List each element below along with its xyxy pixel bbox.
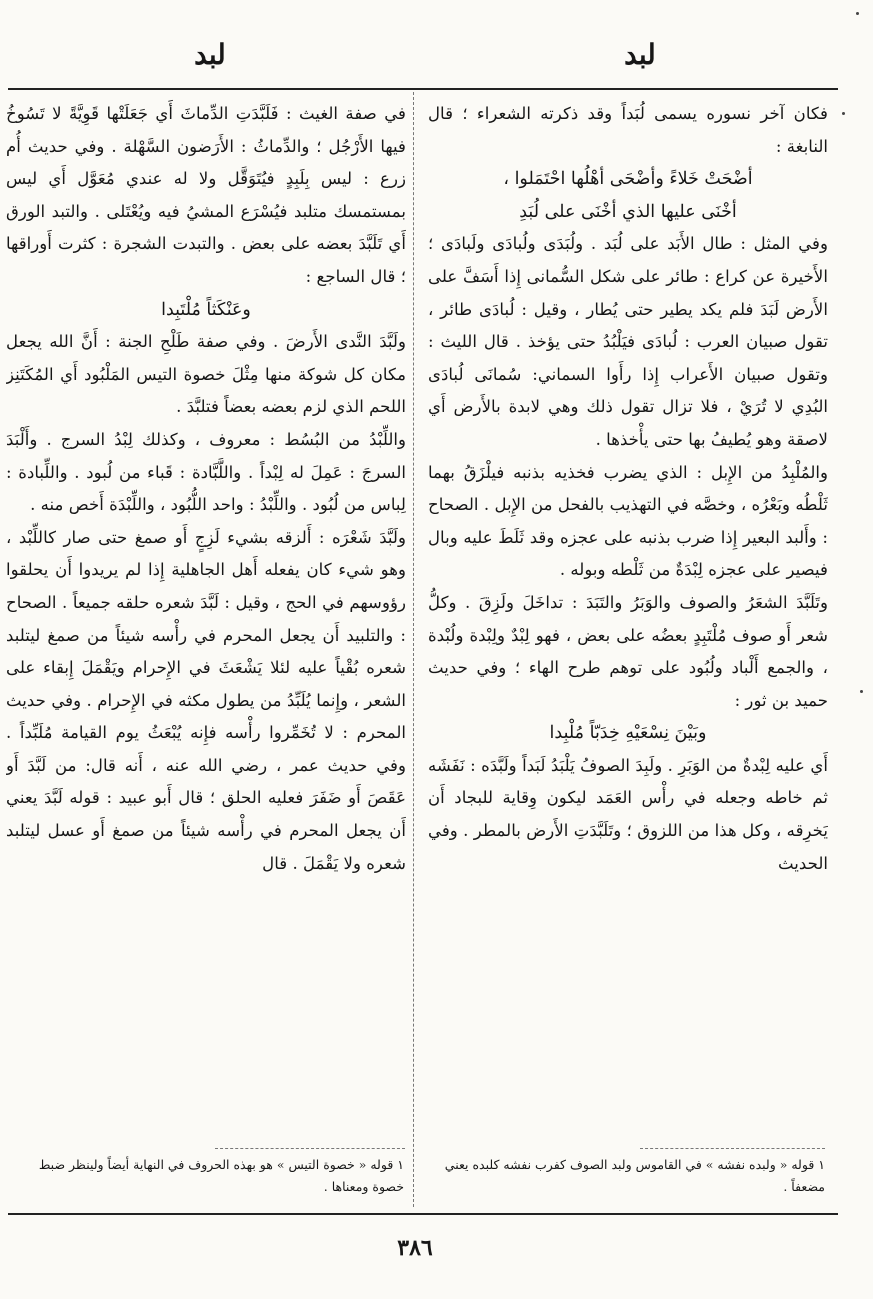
footer-rule <box>8 1213 838 1215</box>
paragraph: واللِّبْدُ من البُسُط : معروف ، وكذلك لِبْدُ السرج . وأَلْبَدَ السرجَ : عَمِلَ له لِبْداً . واللَّبَّادة : قَباء من لُبود . واللِّبادة : لِباس من لُبُود . واللِّبْدُ : واحد اللُّبُود ، واللِّبْدَة أَخص منه . <box>6 429 406 515</box>
verse-line: أخْنَى عليها الذي أخْنَى على لُبَدِ <box>519 201 737 222</box>
left-column <box>6 98 406 1143</box>
scan-speck <box>860 690 863 693</box>
paragraph: فكان آخر نسوره يسمى لُبَداً وقد ذكرته الشعراء ؛ قال النابغة : <box>428 104 828 156</box>
page-number: ٣٨٦ <box>397 1235 433 1261</box>
paragraph: وتَلَبَّدَ الشعَرُ والصوف والوَبَرُ والتَبَدَ : تداخَلَ ولَزِقَ . وكلُّ شعر أَو صوف مُلْتَبِدٍ بعضُه على بعض ، فهو لِبْدٌ ولِبْدة ولُبْدة ، والجمع أَلْباد ولُبُود على توهم طرح الهاء ؛ وفي حديث حميد بن ثور : <box>428 592 828 710</box>
footnote-rule-right <box>640 1148 825 1150</box>
paragraph: ولَبَّدَ شَعْرَه : أَلزقه بشيء لَزِجٍ أَو صمغ حتى صار كاللِّبْد ، وهو شيء كان يفعله أَهل الجاهلية إِذا لم يريدوا أَن يحلقوا رؤوسهم في الحج ، وقيل : لَبَّدَ شعره حلقه جميعاً . الصحاح : والتلبيد أَن يجعل المحرم في رأْسه شيئاً من صمغ ليتلبد شعره بُقْياً عليه لئلا يَشْعَثَ في الإِحرام ويَقْمَلَ إِبقاء على الشعر ، وإِنما يُلَبِّدُ من يطول مكثه في الإِحرام . وفي حديث المحرم : لا تُخَمِّروا رأْسه فإِنه يُبْعَثُ يوم القيامة مُلَبِّداً . وفي حديث عمر ، رضي الله عنه ، أَنه قال: من لَبَّدَ أَو عَقَصَ أَو ضَفَرَ فعليه الحلق ؛ قال أَبو عبيد : قوله لَبَّدَ يعني أَن يجعل المحرم في رأْسه شيئاً من صمغ أَو عسل ليتلبد شعره ولا يَقْمَلَ . قال <box>6 527 406 873</box>
header-rule <box>8 88 838 90</box>
scan-speck <box>856 12 859 15</box>
scan-speck <box>842 112 845 115</box>
running-header-left: لبد <box>194 38 226 71</box>
paragraph: والمُلْبِدُ من الإِبل : الذي يضرب فخذيه بذنبه فيلْزَقُ بهما ثَلْطُه وبَعْرُه ، وخصَّه في التهذيب بالفحل من الإِبل . الصحاح : وأَلبد البعير إِذا ضرب بذنبه على عجزه وقد ثَلَطَ عليه وبال فيصير على عجزه لِبْدَةٌ من ثَلْطه وبوله . <box>428 462 828 580</box>
running-header-right: لبد <box>624 38 656 71</box>
verse-line: وبَيْنَ نِسْعَيْهِ خِدَبّاً مُلْبِدا <box>549 723 707 744</box>
paragraph: في صفة الغيث : فَلَبَّدَتِ الدِّماثَ أَي جَعَلَتْها قَوِيَّةً لا تَسُوخُ فيها الأَرْجُل ؛ والدِّماثُ : الأَرَضون السَّهْلة . وفي حديث أُم زرع : ليس بِلَبِدٍ فيُتَوَقَّل ولا له عندي مُعَوَّل أَي ليس بمستمسك متلبد فيُسْرَع المشيُ فيه ويُعْتَلى . والتبد الورق أَي تَلَبَّدَ بعضه على بعض . والتبدت الشجرة : كثرت أَوراقها ؛ قال الساجع : <box>6 104 406 286</box>
footnote-rule-left <box>215 1148 405 1150</box>
verse-line: وعَنْكَثاً مُلْتَبِدا <box>161 299 251 320</box>
paragraph: ولَبَّدَ النَّدى الأَرضَ . وفي صفة طَلْحِ الجنة : أَنَّ الله يجعل مكان كل شوكة منها مِثْلَ خصوة التيس المَلْبُود أَي المُكَتَنِز اللحم الذي لزم بعضه بعضاً فتلبَّدَ . <box>6 332 406 417</box>
paragraph: أَي عليه لِبْدةٌ من الوَبَرِ . ولَبِدَ الصوفُ يَلْبَدُ لَبَداً ولَبَّدَه : نَفَشَه ثم خاطه وجعله في رأْس العَمَد ليكون وِقاية للبجاد أَن يَخرِقه ، وكل هذا من اللزوق ؛ وتَلَبَّدَتِ الأَرض بالمطر . وفي الحديث <box>428 755 828 873</box>
footnote-left: ١ قوله « خصوة التيس » هو بهذه الحروف في النهاية أيضاً ولينظر ضبط خصوة ومعناها . <box>38 1157 404 1194</box>
column-divider <box>413 92 415 1207</box>
verse-line: أضْحَتْ خَلاءً وأضْحَى أهْلُها احْتَمَلوا ، <box>503 169 753 190</box>
paragraph: وفي المثل : طال الأَبَد على لُبَد . ولُبَدَى ولُبادَى ولَبادَى ؛ الأَخيرة عن كراع : طائر على شكل السُّمانى إِذا أَسَفَّ على الأَرض لَبَدَ فلم يكد يطير حتى يُطار ، وقيل : لُبادَى طائر ، تقول صبيان العرب : لُبادَى فيَلْبُدُ حتى يؤخذ . قال الليث : وتقول صبيان الأَعراب إِذا رأَوا السماني: سُمانَى لُبادَى البُدِي لا تُرَيْ ، فلا تزال تقول ذلك وهي لابدة بالأَرض أَي لاصقة وهو يُطيفُ بها حتى يأْخذها . <box>428 234 828 449</box>
footnote-right: ١ قوله « ولبده نفشه » في القاموس ولبد الصوف كفرب نفشه كلبده يعني مضعفاً . <box>444 1157 825 1194</box>
right-column <box>428 98 828 1143</box>
